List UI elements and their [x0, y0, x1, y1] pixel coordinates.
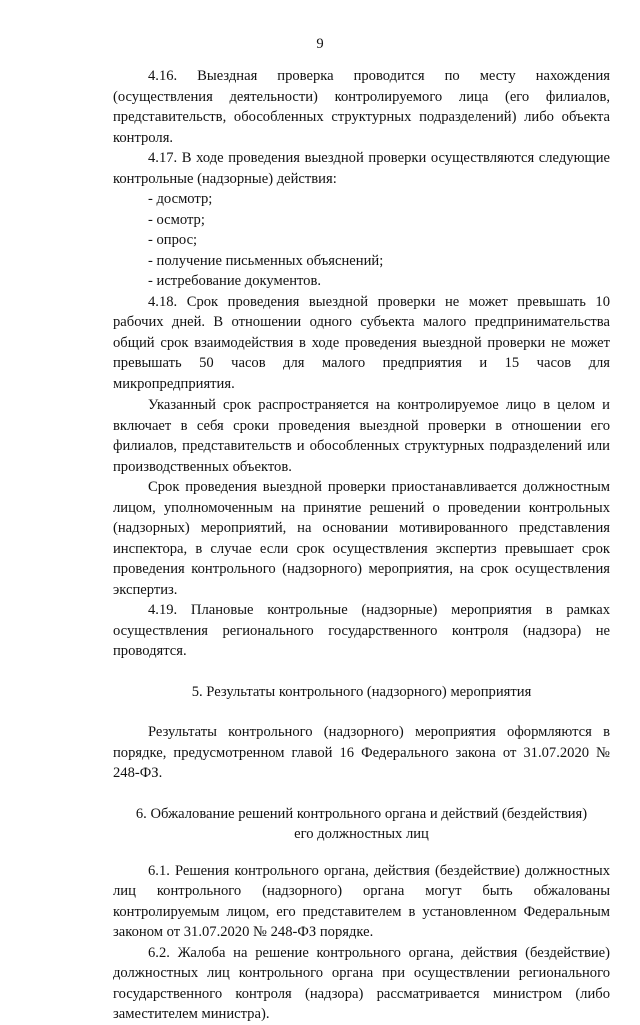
section-6-heading-line-1: 6. Обжалование решений контрольного органа и действий (бездействия) [135, 805, 588, 822]
page-content [113, 66, 610, 1025]
list-item: - истребование документов. [148, 273, 322, 289]
paragraph-term: Указанный срок распространяется на контролируемое лицо в целом и включает в себя сроки проведения выездной проверки в отношении его филиалов, представительств и обособленных структурных подразделений или производственных объектов. [113, 397, 610, 475]
paragraph-6-2: 6.2. Жалоба на решение контрольного органа, действия (бездействие) должностных лиц контрольного органа при осуществлении регионального государственного контроля (надзора) рассматривается министром (либо заместителем министра). [113, 944, 610, 1022]
list-item: - опрос; [148, 232, 198, 248]
paragraph-4-19: 4.19. Плановые контрольные (надзорные) мероприятия в рамках осуществления регионального государственного контроля (надзора) не проводятся. [113, 602, 610, 659]
paragraph-5: Результаты контрольного (надзорного) мероприятия оформляются в порядке, предусмотренном главой 16 Федерального закона от 31.07.2020 № 248-ФЗ. [113, 724, 610, 781]
paragraph-suspend: Срок проведения выездной проверки приостанавливается должностным лицом, уполномоченным на принятие решений о проведении контрольных (надзорных) мероприятий, на основании мотивированного представления инспектора, в случае если срок осуществления экспертиз превышает срок проведения контрольного (надзорного) мероприятия, на срок осуществления экспертиз. [113, 479, 610, 598]
control-actions-list [113, 189, 610, 292]
paragraph-6-1: 6.1. Решения контрольного органа, действия (бездействие) должностных лиц контрольного (надзорного) органа могут быть обжалованы контролируемым лицом, его представителем в установленном Федеральным законом от 31.07.2020 № 248-ФЗ порядке. [113, 862, 610, 940]
list-item: - получение письменных объяснений; [148, 252, 384, 269]
section-6-heading-line-2: его должностных лиц [294, 826, 429, 842]
page-number: 9 [316, 36, 324, 52]
list-item: - осмотр; [148, 211, 205, 228]
section-5-heading: 5. Результаты контрольного (надзорного) мероприятия [191, 683, 532, 700]
paragraph-4-17: 4.17. В ходе проведения выездной проверки осуществляются следующие контрольные (надзорные) действия: [113, 150, 610, 187]
list-item: - досмотр; [148, 191, 213, 207]
paragraph-4-16: 4.16. Выездная проверка проводится по месту нахождения (осуществления деятельности) контролируемого лица (его филиалов, представительств, обособленных структурных подразделений) либо объекта контроля. [113, 68, 610, 146]
paragraph-4-18: 4.18. Срок проведения выездной проверки не может превышать 10 рабочих дней. В отношении одного субъекта малого предпринимательства общий срок взаимодействия в ходе проведения выездной проверки не может превышать 50 часов для малого предприятия и 15 часов для микропредприятия. [113, 293, 610, 392]
